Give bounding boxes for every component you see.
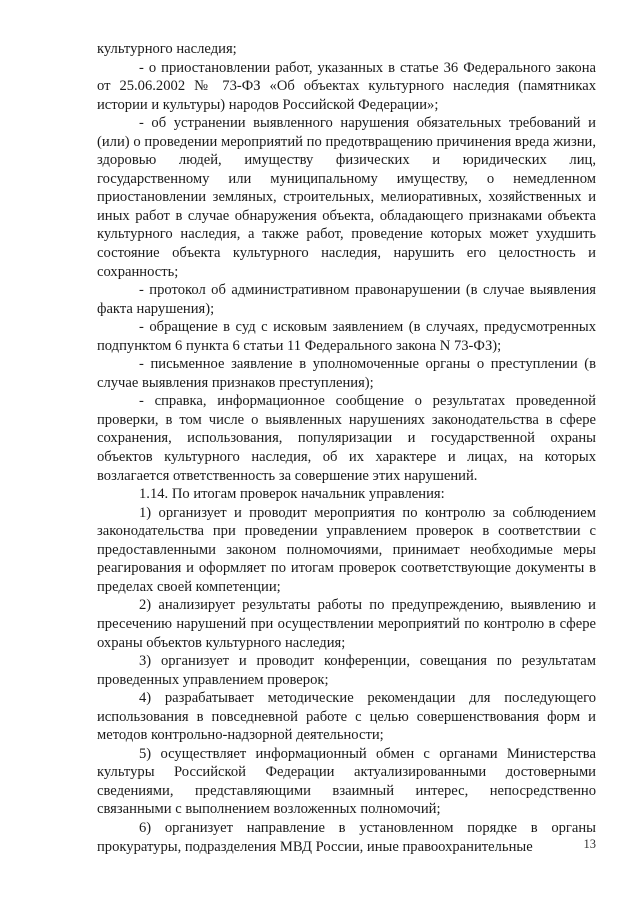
page-number: 13 [583,837,596,851]
paragraph: - об устранении выявленного нарушения обязательных требований и (или) о проведении мероприятий по предотвращению причинения вреда жизни, здоровью людей, имуществу физических и юридических лиц, государственному или муниципальному имуществу, о немедленном приостановлении земляных, строительных, мелиоративных, хозяйственных и иных работ в случае обнаружения объекта, обладающего признаками объекта культурного наследия, а также работ, проведение которых может ухудшить состояние объекта культурного наследия, нарушить его целостность и сохранность; [97,115,596,280]
paragraph: 4) разрабатывает методические рекомендации для последующего использования в повседневной работе с целью совершенствования форм и методов контрольно-надзорной деятельности; [97,690,596,744]
paragraph: - о приостановлении работ, указанных в статье 36 Федерального закона от 25.06.2002 № 73-ФЗ «Об объектах культурного наследия (памятниках истории и культуры) народов Российской Федерации»; [97,59,596,113]
paragraph: - обращение в суд с исковым заявлением (в случаях, предусмотренных подпунктом 6 пункта 6 статьи 11 Федерального закона N 73-ФЗ); [97,319,596,354]
paragraph: 5) осуществляет информационный обмен с органами Министерства культуры Российской Федерации актуализированными достоверными сведениями, представляющими взаимный интерес, непосредственно связанными с выполнением возложенных полномочий; [97,745,596,818]
document-body [97,40,596,856]
paragraph: 3) организует и проводит конференции, совещания по результатам проведенных управлением проверок; [97,653,596,688]
paragraph: 1.14. По итогам проверок начальник управления: [139,486,445,503]
paragraph: - справка, информационное сообщение о результатах проведенной проверки, в том числе о выявленных нарушениях законодательства в сфере сохранения, использования, популяризации и государственной охраны объектов культурного наследия, об их характере и лицах, на которых возлагается ответственность за совершение этих нарушений. [97,393,596,484]
paragraph: 2) анализирует результаты работы по предупреждению, выявлению и пресечению нарушений при осуществлении мероприятий по контролю в сфере охраны объектов культурного наследия; [97,597,596,651]
paragraph: культурного наследия; [97,41,237,57]
paragraph: 6) организует направление в установленном порядке в органы прокуратуры, подразделения МВД России, иные правоохранительные [97,819,596,855]
paragraph: - протокол об административном правонарушении (в случае выявления факта нарушения); [97,282,596,317]
paragraph: - письменное заявление в уполномоченные органы о преступлении (в случае выявления признаков преступления); [97,356,596,391]
paragraph: 1) организует и проводит мероприятия по контролю за соблюдением законодательства при проведении управлением проверок в соответствии с предоставленными законом полномочиями, принимает необходимые меры реагирования и оформляет по итогам проверок соответствующие документы в пределах своей компетенции; [97,504,596,595]
